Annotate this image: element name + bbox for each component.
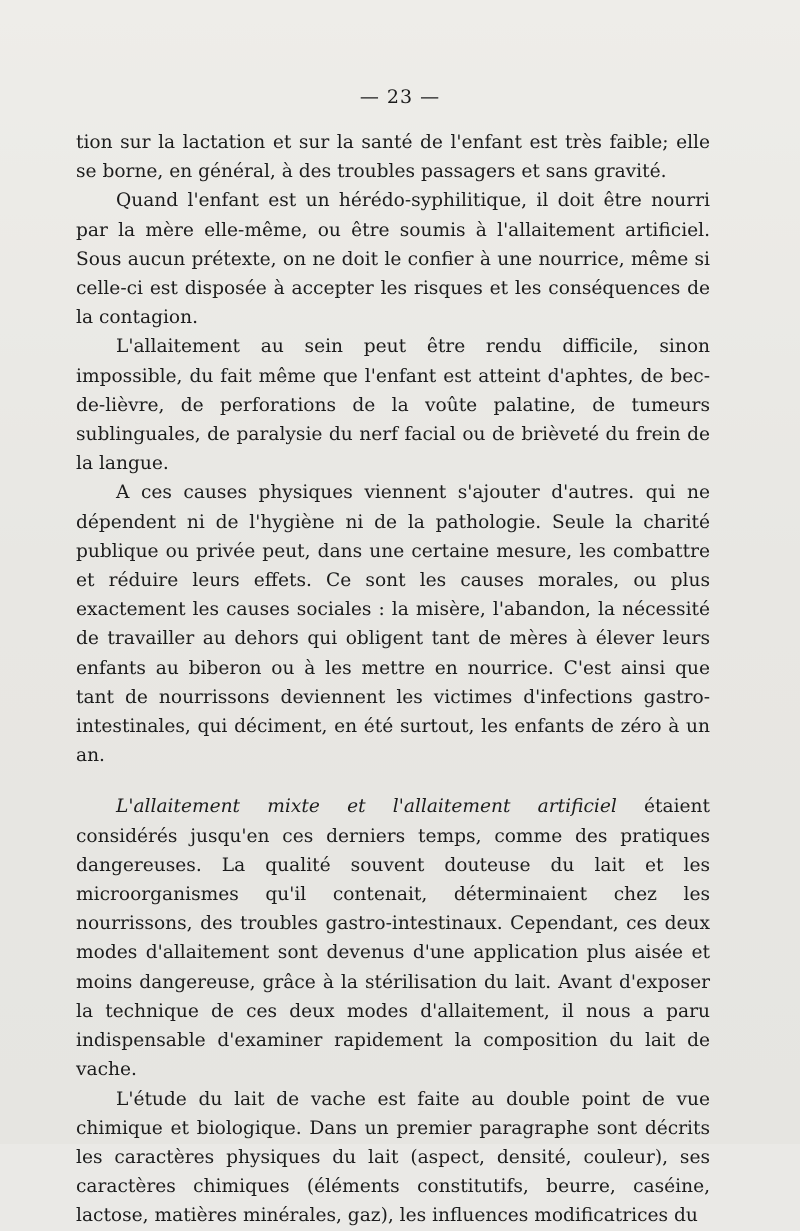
- page-number: — 23 —: [359, 86, 441, 108]
- paragraph-heredo-syphilis: Quand l'enfant est un hérédo-syphilitique, il doit être nourri par la mère elle-même, ou être soumis à l'allaitement artificiel. Sous aucun prétexte, on ne doit le confier à une nourrice, même si celle-ci est disposée à accepter les risques et les conséquences de la contagion.: [76, 190, 710, 329]
- paragraph-social-causes: A ces causes physiques viennent s'ajouter d'autres. qui ne dépendent ni de l'hygiène ni de la pathologie. Seule la charité publique ou privée peut, dans une certaine mesure, les combattre et réduire leurs effets. Ce sont les causes morales, ou plus exactement les causes sociales : la misère, l'abandon, la nécessité de travailler au dehors qui obligent tant de mères à élever leurs enfants au biberon ou à les mettre en nourrice. C'est ainsi que tant de nourrissons deviennent les victimes d'infections gastro-intestinales, qui déciment, en été surtout, les enfants de zéro à un an.: [76, 482, 710, 767]
- paragraph-mixed-artificial-text: étaient considérés jusqu'en ces derniers temps, comme des pratiques dangereuses. La qualité souvent douteuse du lait et les microorganismes qu'il contenait, déterminaient chez les nourrissons, des troubles gastro-intestinaux. Cependant, ces deux modes d'allaitement sont devenus d'une application plus aisée et moins dangereuse, grâce à la stérilisation du lait. Avant d'exposer la technique de ces deux modes d'allaitement, il nous a paru indispensable d'examiner rapidement la composition du lait de vache.: [76, 796, 710, 1081]
- italic-lead-phrase: L'allaitement mixte et l'allaitement artificiel: [116, 796, 617, 818]
- paragraph-lactation-continuation: tion sur la lactation et sur la santé de l'enfant est très faible; elle se borne, en général, à des troubles passagers et sans gravité.: [76, 132, 710, 183]
- paragraph-cow-milk-study: L'étude du lait de vache est faite au double point de vue chimique et biologique. Dans un premier paragraphe sont décrits les caractères physiques du lait (aspect, densité, couleur), ses caractères chimiques (éléments constitutifs, beurre, caséine, lactose, matières minérales, gaz), les influences modificatrices du: [76, 1088, 710, 1227]
- paragraph-breastfeeding-difficulties: L'allaitement au sein peut être rendu difficile, sinon impossible, du fait même que l'enfant est atteint d'aphtes, de bec-de-lièvre, de perforations de la voûte palatine, de tumeurs sublinguales, de paralysie du nerf facial ou de brièveté du frein de la langue.: [76, 336, 710, 475]
- paragraph-mixed-artificial-feeding: [76, 792, 710, 1084]
- page-body: [76, 128, 710, 1231]
